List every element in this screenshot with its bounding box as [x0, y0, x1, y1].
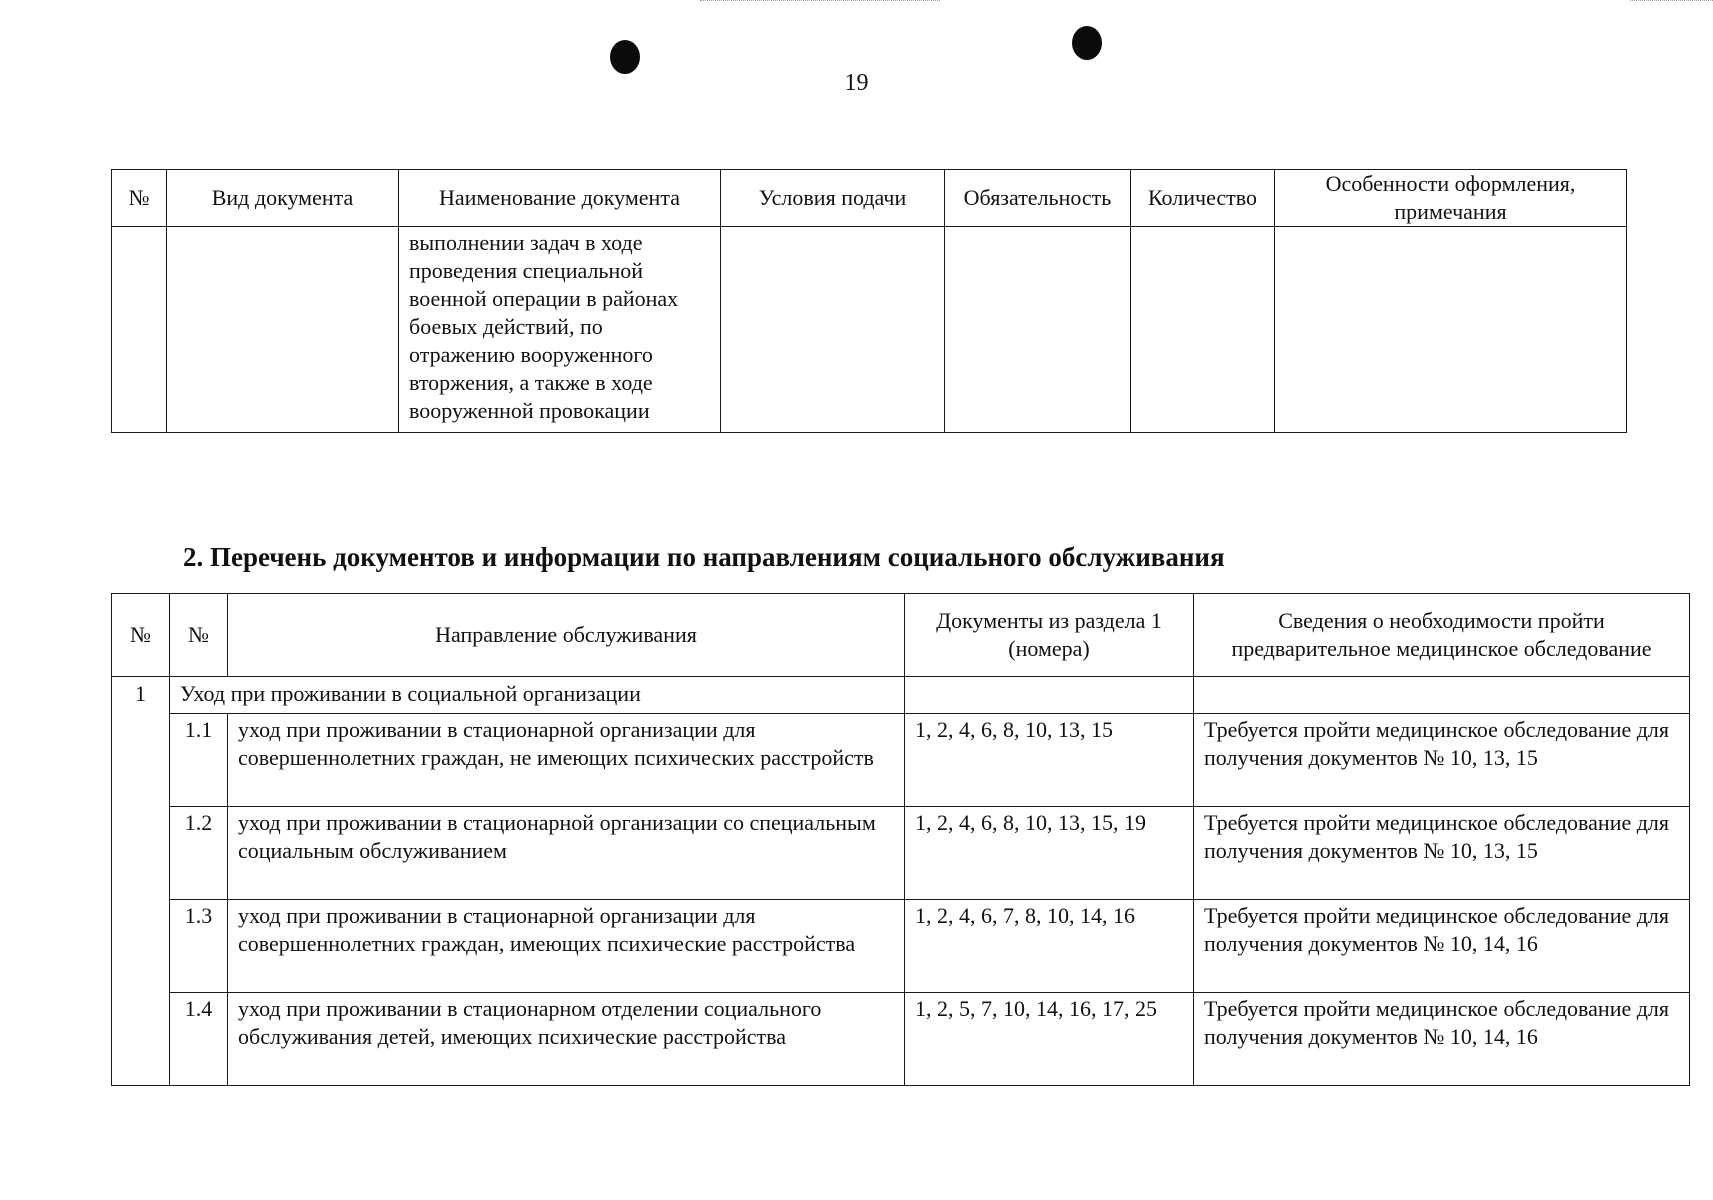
header-mandatory: Обязательность	[945, 170, 1131, 227]
header-number: №	[112, 170, 167, 227]
row-medical: Требуется пройти медицинское обследование для получения документов № 10, 13, 15	[1194, 714, 1690, 807]
scan-edge-line	[700, 0, 940, 1]
table-group-row	[112, 677, 1690, 714]
row-documents: 1, 2, 4, 6, 8, 10, 13, 15	[905, 714, 1194, 807]
header-document-name: Наименование документа	[399, 170, 721, 227]
row-direction: уход при проживании в стационарной организации для совершеннолетних граждан, имеющих психические расстройства	[228, 900, 905, 993]
section-title: 2. Перечень документов и информации по направлениям социального обслуживания	[183, 542, 1225, 572]
cell-document-type	[167, 227, 399, 433]
row-number: 1.4	[170, 993, 228, 1086]
row-medical: Требуется пройти медицинское обследование для получения документов № 10, 14, 16	[1194, 993, 1690, 1086]
header-submission-conditions: Условия подачи	[721, 170, 945, 227]
table-row	[112, 714, 1690, 807]
table-row	[112, 807, 1690, 900]
table-row	[112, 227, 1627, 433]
group-documents	[905, 677, 1194, 714]
punch-hole-left	[610, 40, 640, 74]
row-medical: Требуется пройти медицинское обследование для получения документов № 10, 13, 15	[1194, 807, 1690, 900]
row-direction: уход при проживании в стационарной организации со специальным социальным обслуживанием	[228, 807, 905, 900]
header-medical-examination: Сведения о необходимости пройти предварительное медицинское обследование	[1194, 594, 1690, 677]
header-subnumber: №	[170, 594, 228, 677]
header-number: №	[112, 594, 170, 677]
group-number: 1	[112, 677, 170, 1086]
punch-hole-right	[1072, 26, 1102, 60]
table-header-row	[112, 594, 1690, 677]
table-row	[112, 993, 1690, 1086]
cell-document-name: выполнении задач в ходе проведения специальной военной операции в районах боевых действий, по отражению вооруженного вторжения, а также в ходе вооруженной провокации	[399, 227, 721, 433]
table-row	[112, 900, 1690, 993]
row-medical: Требуется пройти медицинское обследование для получения документов № 10, 14, 16	[1194, 900, 1690, 993]
header-documents-from-section-1: Документы из раздела 1 (номера)	[905, 594, 1194, 677]
cell-notes	[1275, 227, 1627, 433]
group-label: Уход при проживании в социальной организации	[170, 677, 905, 714]
row-direction: уход при проживании в стационарном отделении социального обслуживания детей, имеющих психические расстройства	[228, 993, 905, 1086]
cell-quantity	[1131, 227, 1275, 433]
table-header-row	[112, 170, 1627, 227]
header-notes: Особенности оформления, примечания	[1275, 170, 1627, 227]
scan-edge-line	[1630, 0, 1713, 1]
cell-mandatory	[945, 227, 1131, 433]
row-documents: 1, 2, 4, 6, 7, 8, 10, 14, 16	[905, 900, 1194, 993]
header-service-direction: Направление обслуживания	[228, 594, 905, 677]
documents-table-continuation	[111, 169, 1627, 433]
header-quantity: Количество	[1131, 170, 1275, 227]
header-document-type: Вид документа	[167, 170, 399, 227]
page-number: 19	[844, 70, 869, 96]
row-documents: 1, 2, 5, 7, 10, 14, 16, 17, 25	[905, 993, 1194, 1086]
group-medical	[1194, 677, 1690, 714]
cell-number	[112, 227, 167, 433]
cell-submission-conditions	[721, 227, 945, 433]
row-number: 1.2	[170, 807, 228, 900]
row-number: 1.3	[170, 900, 228, 993]
service-directions-table	[111, 593, 1690, 1086]
row-direction: уход при проживании в стационарной организации для совершеннолетних граждан, не имеющих психических расстройств	[228, 714, 905, 807]
row-number: 1.1	[170, 714, 228, 807]
row-documents: 1, 2, 4, 6, 8, 10, 13, 15, 19	[905, 807, 1194, 900]
